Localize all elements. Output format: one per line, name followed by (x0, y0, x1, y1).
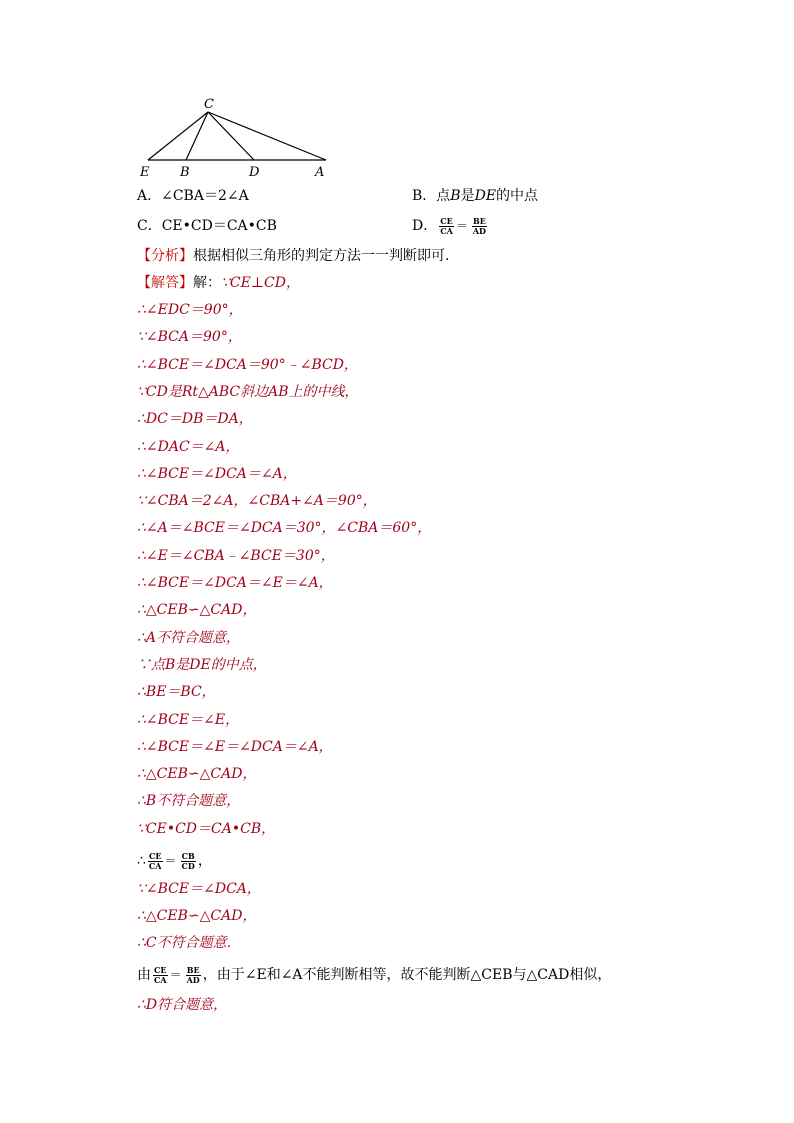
solution-last-line: 由 $\frac{CE}{CA}$ ＝ $\frac{BE}{AD}$ ，由于∠E和∠A不能判断相等，故不能判断△CEB与△CAD相似， (137, 964, 612, 985)
segment-DC (208, 112, 254, 160)
option-c: C．CE•CD＝CA•CB (137, 218, 277, 234)
solution-line2-1: ∴△CEB∽△CAD， (137, 908, 257, 924)
option-d: D． $\frac{CE}{CA}$ ＝ $\frac{BE}{AD}$ (412, 215, 486, 236)
frac-ce-ca-2: $\frac{CE}{CA}$ (154, 964, 167, 985)
solution-line-10: ∴∠E＝∠CBA﹣∠BCE＝30°， (137, 547, 335, 564)
frac-cb-cd: $\frac{CB}{CD}$ (181, 850, 195, 871)
label-C: C (204, 97, 214, 112)
label-D: D (249, 165, 260, 178)
solution-header (137, 273, 300, 293)
solution-line-12: ∴△CEB∽△CAD， (137, 602, 257, 619)
option-b-var2: DE (474, 188, 497, 204)
option-b-prefix: B．点 (412, 188, 451, 204)
option-a: A．∠CBA＝2∠A (137, 188, 249, 204)
solution-line-4: ∵CD是Rt△ABC斜边AB上的中线， (137, 383, 359, 400)
option-b-mid: 是 (460, 188, 475, 204)
solution-frac-line: ∴ $\frac{CE}{CA}$ ＝ $\frac{CB}{CD}$ ， (137, 850, 212, 871)
option-d-frac2: $\frac{BE}{AD}$ (472, 215, 486, 236)
solution-line-3: ∴∠BCE＝∠DCA＝90°﹣∠BCD， (137, 356, 358, 373)
solution-line-20: ∵CE•CD＝CA•CB， (137, 820, 276, 837)
solution-line2-2: ∴C不符合题意． (137, 935, 241, 951)
option-d-frac1: $\frac{CE}{CA}$ (440, 215, 453, 236)
solution-line-17: ∴∠BCE＝∠E＝∠DCA＝∠A， (137, 738, 333, 755)
option-b-var: B (450, 188, 461, 204)
solution-line-1: ∴∠EDC＝90°， (137, 302, 243, 318)
label-A: A (315, 165, 325, 178)
solution-line-15: ∴BE＝BC， (137, 684, 216, 701)
solution-intro: 解： (193, 275, 221, 291)
solution-line-14: ∵点B是DE的中点， (137, 656, 267, 673)
solution-line-8: ∵∠CBA＝2∠A，∠CBA+∠A＝90°， (137, 493, 377, 510)
solution-final: ∴D符合题意， (137, 997, 228, 1013)
solution-line-0: ∵CE⊥CD， (221, 275, 300, 291)
solution-line-11: ∴∠BCE＝∠DCA＝∠E＝∠A， (137, 575, 333, 591)
analysis-tag: 【分析】 (137, 248, 193, 264)
triangle-figure (130, 92, 340, 178)
solution-line-18: ∴△CEB∽△CAD， (137, 766, 257, 783)
label-B: B (180, 165, 190, 178)
option-b-suffix: 的中点 (496, 188, 539, 204)
solution-line-2: ∵∠BCA＝90°， (137, 329, 242, 346)
solution-line-6: ∴∠DAC＝∠A， (137, 438, 240, 455)
solution-line-19: ∴B不符合题意， (137, 793, 241, 810)
option-b (412, 186, 538, 206)
segment-EC (148, 112, 208, 160)
segment-AC (208, 112, 326, 160)
analysis-line (137, 246, 459, 266)
solution-line2-0: ∵∠BCE＝∠DCA， (137, 881, 261, 897)
solution-tag: 【解答】 (137, 275, 193, 291)
frac-be-ad: $\frac{BE}{AD}$ (186, 964, 200, 985)
frac-ce-ca: $\frac{CE}{CA}$ (148, 850, 162, 871)
solution-line-5: ∴DC＝DB＝DA， (137, 411, 253, 428)
solution-line-13: ∴A不符合题意， (137, 629, 241, 646)
solution-line-16: ∴∠BCE＝∠E， (137, 711, 240, 728)
option-d-prefix: D． (412, 218, 438, 234)
label-E: E (140, 165, 150, 178)
analysis-text: 根据相似三角形的判定方法一一判断即可． (193, 248, 459, 264)
solution-line-7: ∴∠BCE＝∠DCA＝∠A， (137, 465, 297, 482)
segment-BC (186, 112, 208, 160)
solution-line-9: ∴∠A＝∠BCE＝∠DCA＝30°，∠CBA＝60°， (137, 520, 432, 537)
